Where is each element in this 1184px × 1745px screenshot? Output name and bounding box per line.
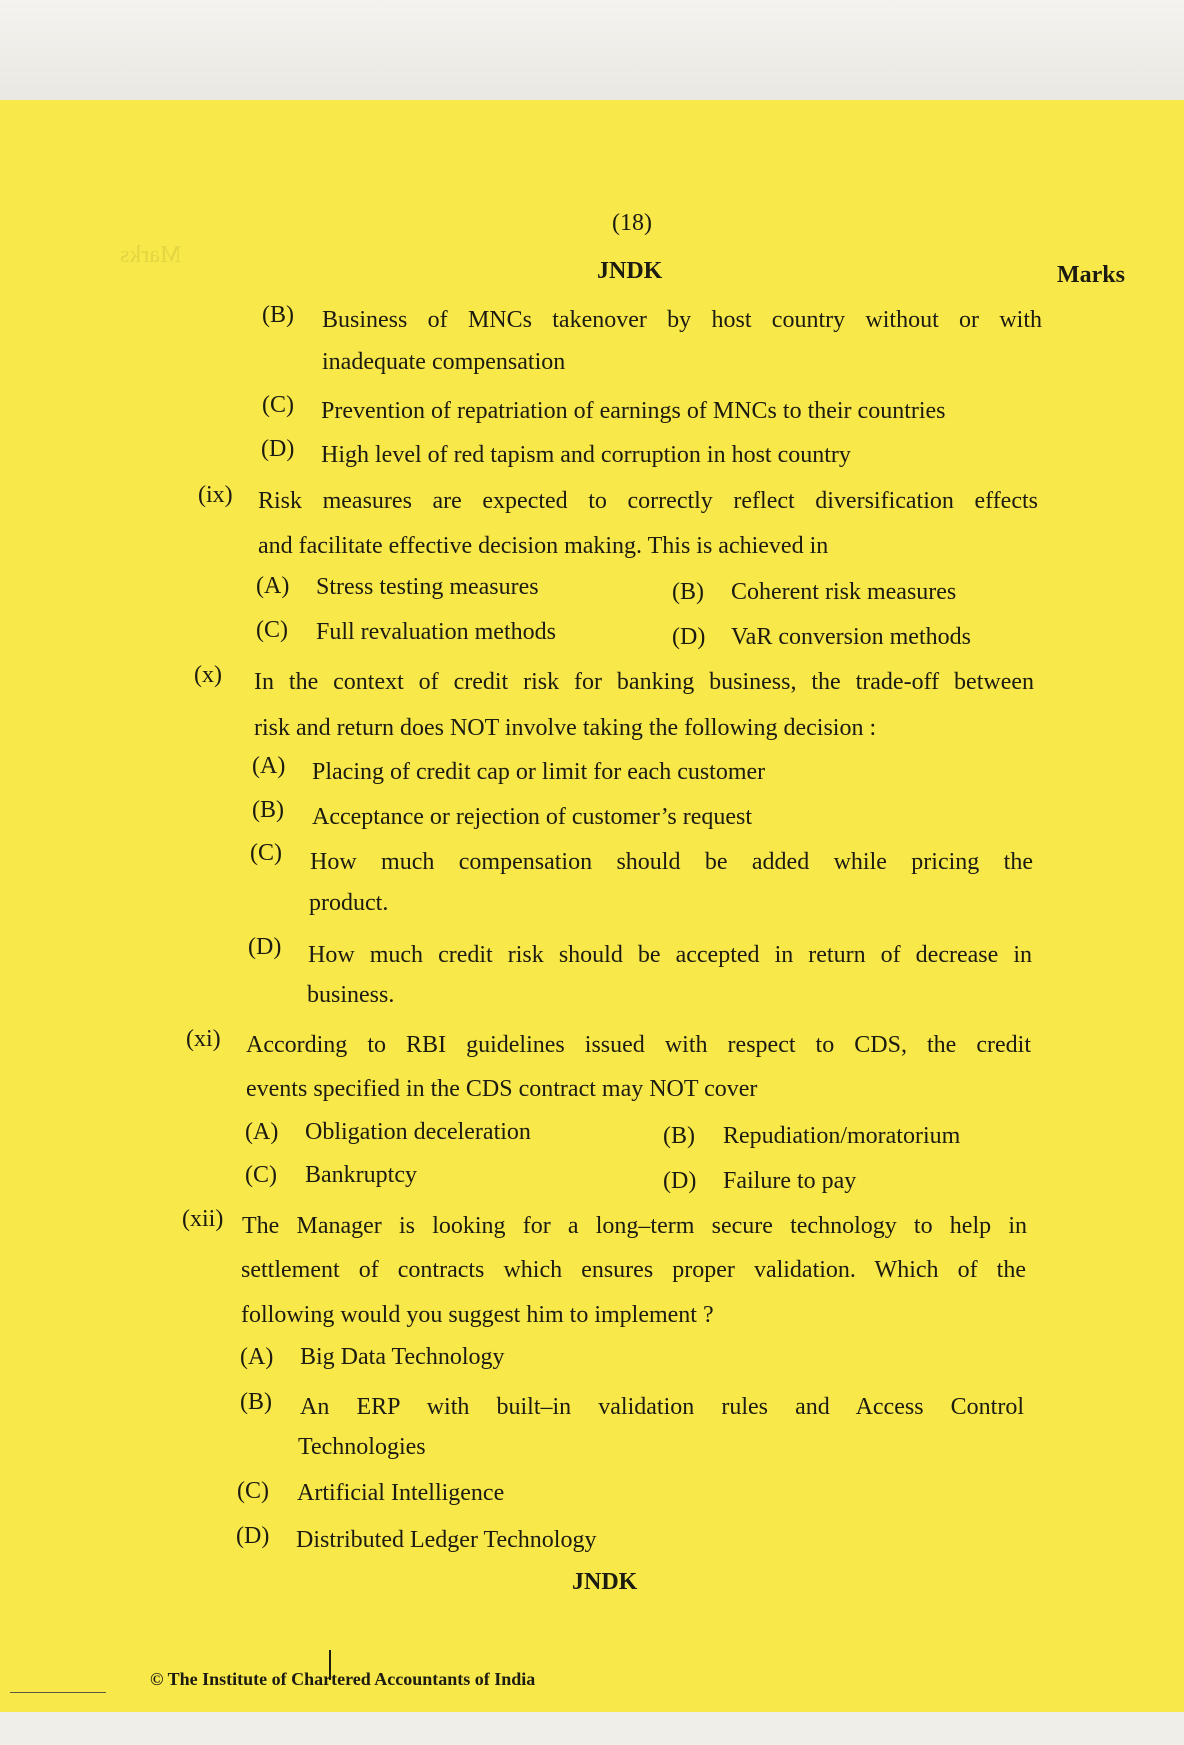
question-stem: Risk measures are expected to correctly reflect diversification effects xyxy=(258,488,1038,514)
footer-copyright: © The Institute of Chartered Accountants of India xyxy=(150,1669,536,1689)
paper-code-top: JNDK xyxy=(597,258,663,284)
scan-bottom-margin xyxy=(0,1712,1184,1745)
option-text: Repudiation/moratorium xyxy=(723,1123,961,1149)
page-number: (18) xyxy=(612,210,652,236)
option-text: Coherent risk measures xyxy=(731,579,957,605)
option-text: How much compensation should be added while pricing the xyxy=(310,849,1033,875)
option-text: Business of MNCs takenover by host country without or with xyxy=(322,307,1042,333)
option-text: VaR conversion methods xyxy=(731,624,971,650)
question-paper-page xyxy=(0,100,1184,1712)
option-text: Full revaluation methods xyxy=(316,619,556,645)
option-letter: (B) xyxy=(240,1389,272,1415)
question-stem: settlement of contracts which ensures proper validation. Which of the xyxy=(241,1257,1026,1283)
option-text: Artificial Intelligence xyxy=(297,1480,505,1506)
option-text: Placing of credit cap or limit for each customer xyxy=(312,759,766,785)
option-text: Prevention of repatriation of earnings of MNCs to their countries xyxy=(321,398,946,424)
option-letter: (A) xyxy=(252,753,286,779)
option-text: Failure to pay xyxy=(723,1168,857,1194)
option-text: Big Data Technology xyxy=(300,1344,505,1370)
question-stem: In the context of credit risk for banking business, the trade-off between xyxy=(254,669,1034,695)
paper-code-bottom: JNDK xyxy=(572,1569,638,1595)
option-text: Distributed Ledger Technology xyxy=(296,1527,597,1553)
option-letter: (C) xyxy=(245,1162,277,1188)
option-letter: (A) xyxy=(240,1344,274,1370)
marks-heading: Marks xyxy=(1057,262,1125,288)
option-letter: (A) xyxy=(245,1119,279,1145)
question-stem: following would you suggest him to implement ? xyxy=(241,1302,714,1328)
option-letter: (D) xyxy=(663,1168,697,1194)
option-text: business. xyxy=(307,982,395,1008)
option-text: Obligation deceleration xyxy=(305,1119,531,1145)
option-letter: (D) xyxy=(236,1523,270,1549)
footer-rule-left xyxy=(10,1692,106,1693)
question-stem: According to RBI guidelines issued with respect to CDS, the credit xyxy=(246,1032,1031,1058)
option-letter: (B) xyxy=(663,1123,695,1149)
question-number: (xi) xyxy=(186,1026,221,1052)
question-stem: and facilitate effective decision making. This is achieved in xyxy=(258,533,829,559)
question-number: (ix) xyxy=(198,482,233,508)
option-letter: (B) xyxy=(262,302,294,328)
show-through-marks: Marks xyxy=(120,242,182,268)
option-letter: (D) xyxy=(672,624,706,650)
option-letter: (C) xyxy=(262,392,294,418)
option-text: inadequate compensation xyxy=(322,349,566,375)
option-text: Acceptance or rejection of customer’s request xyxy=(312,804,753,830)
option-letter: (D) xyxy=(261,436,295,462)
question-number: (x) xyxy=(194,662,222,688)
option-letter: (B) xyxy=(672,579,704,605)
question-stem: The Manager is looking for a long–term secure technology to help in xyxy=(242,1213,1027,1239)
question-stem: risk and return does NOT involve taking the following decision : xyxy=(254,715,877,741)
option-letter: (C) xyxy=(237,1478,269,1504)
question-number: (xii) xyxy=(182,1206,224,1232)
option-letter: (C) xyxy=(250,840,282,866)
option-text: Bankruptcy xyxy=(305,1162,417,1188)
option-letter: (A) xyxy=(256,573,290,599)
option-text: Stress testing measures xyxy=(316,574,539,600)
option-text: An ERP with built–in validation rules and Access Control xyxy=(300,1394,1024,1420)
option-text: How much credit risk should be accepted in return of decrease in xyxy=(308,942,1032,968)
option-letter: (D) xyxy=(248,934,282,960)
question-stem: events specified in the CDS contract may NOT cover xyxy=(246,1076,758,1102)
scan-top-margin xyxy=(0,0,1184,100)
option-text: Technologies xyxy=(298,1434,426,1460)
option-letter: (B) xyxy=(252,797,284,823)
option-text: High level of red tapism and corruption in host country xyxy=(321,442,851,468)
option-letter: (C) xyxy=(256,617,288,643)
option-text: product. xyxy=(309,890,389,916)
